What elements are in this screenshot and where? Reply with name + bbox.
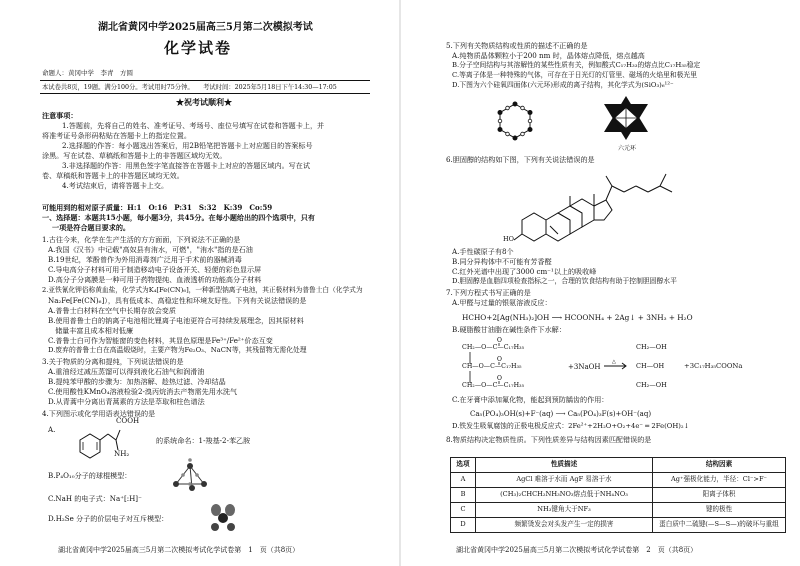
table-cell: 蛋白质中二硫键(—S—S—)的破坏与重组 [653,518,786,533]
notice-line: 卷、草稿纸和答题卡上的非答题区域均无效。 [42,171,184,180]
p4o10-ball-stick-model [170,462,210,494]
option-letter-a: A. [48,425,56,434]
question-3-option-b: B.提纯苯甲酸的步骤为：加热溶解、趁热过滤、冷却结晶 [48,377,226,386]
question-7-stem: 7.下列方程式书写正确的是 [446,288,531,297]
question-2-option-d: D.废弃的普鲁士白在高温煅烧时，主要产物为Fe₂O₃、NaCN等，其残留物无需化处理 [48,346,307,354]
notice-line: 3.非选择题的作答：用黑色签字笔直接答在答题卡上对应的答题区域内。写在试 [62,161,310,170]
notice-heading: 注意事项： [42,111,78,120]
question-7-option-b: B.硬脂酸甘油脂在碱性条件下水解： [452,325,566,334]
header-cell: 选项 [451,458,476,473]
question-2-option-b-cont: 储量丰富且成本相对低廉 [48,326,134,335]
question-7-option-c: C.在牙膏中添加氟化物，能起到预防龋齿的作用： [452,395,609,404]
section-one-heading-cont: 一项是符合题目要求的。 [52,223,131,232]
question-1-option-c: C.导电高分子材料可用于制造移动电子设备开关、轻便的彩色显示屏 [48,265,262,274]
notice-line: 1.答题前，先将自己的姓名、准考证号、考场号、座位号填写在试卷和答题卡上，并 [62,121,325,130]
table-cell: (CH₃)₂CHCH₂NH₃NO₃熔点低于NH₄NO₃ [476,488,653,503]
question-6-stem: 6.胆固醇的结构如下图，下列有关说法错误的是 [446,155,595,164]
question-6-option-c: C.红外光谱中出现了3000 cm⁻¹以上的吸收峰 [452,267,597,276]
glycerol-row: CH₂—OH [636,381,667,389]
question-6-option-d: D.胆固醇是血脂四项检查指标之一，合理的饮食结构有助于控制胆固醇水平 [452,277,677,285]
header-rule [40,80,370,81]
table-cell: 频繁烫发会对头发产生一定的损害 [476,518,653,533]
question-4-option-d: D.H₂Se 分子的价层电子对互斥模型： [48,514,169,523]
table-cell: 阳离子体积 [653,488,786,503]
question-5-stem: 5.下列有关物质结构或性质的描述不正确的是 [446,41,588,50]
table-cell: NH₃键角大于NF₃ [476,503,653,518]
ester-row: CH—O—C—C₁₇H₃₅ [462,363,522,370]
question-1-option-d: D.高分子分离膜是一种可用于药物提纯、血液透析的功能高分子材料 [48,275,262,284]
question-5-option-d: D.下图为六个硅氧四面体(六元环)形成的离子结构，其化学式为(SiO₃)₆¹²⁻ [452,81,674,89]
exam-header-title: 湖北省黄冈中学2025届高三5月第二次模拟考试 [98,22,313,33]
question-1-stem: 1.古往今来，化学在生产生活的方方面面，下列说法不正确的是 [42,235,241,244]
cooh-label: COOH [116,416,140,425]
silicate-ring-tetrahedra [600,94,652,144]
notice-line: 4.考试结束后，请将答题卡上交。 [62,181,169,190]
ester-row: CH₂—O—C—C₁₇H₃₅ [462,382,525,389]
question-6-option-b: B.同分异构体中不可能有芳香醛 [452,257,552,266]
table-cell: D [451,518,476,533]
table-row [451,518,786,533]
section-one-heading: 一、选择题：本题共15小题，每小题3分，共45分。在每小题给出的四个选项中，只有 [42,213,315,222]
question-2-option-c: C.普鲁士白可作为智能窗的变色材料，其显色原理是Fe³⁺/Fe²⁺价态互变 [48,336,273,345]
h2se-vsepr-model [208,503,238,533]
question-4-option-a: 的系统命名：1-羧基-2-苯乙胺 [156,436,251,445]
question-7-equation-a: HCHO+2[Ag(NH₃)₂]OH ⟶ HCOONH₄ + 2Ag↓ + 3NH₃ + H₂O [462,313,693,322]
ester-bonds [466,336,526,392]
property-structure-table [450,457,786,533]
question-3-option-a: A.重油经过减压蒸馏可以得到液化石油气和润滑油 [48,367,205,376]
table-cell: AgCl 难溶于水而 AgF 易溶于水 [476,473,653,488]
question-7-option-d: D.铁发生吸氧腐蚀的正极电极反应式：2Fe²⁺+2H₂O+O₂+4e⁻ ═ 2Fe(OH)₂↓ [452,422,690,430]
naoh-reagent: +3NaOH [568,363,601,371]
question-3-stem: 3.关于物质的分离和提纯，下列说法错误的是 [42,357,184,366]
question-1-option-a: A.我国《汉书》中记载"高奴县有洧水，可燃"，"洧水"指的是石油 [48,245,253,254]
question-2-option-b: B.使用普鲁士白的钠离子电池相比锂离子电池更符合可持续发展理念，因其原材料 [48,316,304,325]
ho-label: HO [503,235,514,243]
ring-label: 六元环 [618,145,637,152]
silicate-ring-ball-model [492,98,538,144]
cholesterol-structure [510,164,700,246]
header-cell: 性质描述 [476,458,653,473]
notice-line: 涂黑。写在试卷、草稿纸和答题卡上的非答题区域均无效。 [42,151,227,160]
table-row [451,473,786,488]
nh2-label: NH₂ [114,449,130,458]
table-row [451,503,786,518]
svg-text:O: O [497,356,502,363]
glycerol-row: CH₂—OH [636,343,667,351]
question-3-option-d: D.从青蒿中分离出青蒿素的方法是萃取和柱色谱法 [48,397,205,406]
question-2-option-a: A.普鲁士白材料在空气中长期存放会变质 [48,306,176,315]
ester-row: CH₂—O—C—C₁₇H₃₅ [462,344,525,351]
page-2-footer: 湖北省黄冈中学2025届高三5月第二次模拟考试化学试卷第 2 页（共8页） [456,546,698,554]
table-cell: B [451,488,476,503]
table-header-row [451,458,786,473]
table-cell: C [451,503,476,518]
reaction-arrow [602,358,630,370]
exam-meta-line: 本试卷共8页，19题。满分100分。考试用时75分钟。 考试时间：2025年5月18日下午14:30—17:05 [42,84,337,91]
svg-text:O: O [497,375,502,382]
question-8-stem: 8.物质结构决定物质性质。下列性质差异与结构因素匹配错误的是 [446,435,652,444]
table-row [451,488,786,503]
author-line: 命题人：黄冈中学 李青 方圆 [42,69,133,77]
question-5-option-b: B.分子空间结构与其溶解性的某些性质有关，例如酸式C₁₇H₃₃的熔点比C₁₇H₃₅稳定 [452,61,701,69]
amino-acid-structure [60,420,120,464]
table-cell: A [451,473,476,488]
glycerol-row: CH—OH [636,362,665,370]
table-cell: 键的极性 [653,503,786,518]
wish-banner: ★祝考试顺利★ [176,97,232,107]
question-7-option-a: A.甲醛与过量的银氨溶液反应： [452,298,552,307]
question-5-option-a: A.纯物质晶体颗粒小于200 nm 时，晶体熔点降低，熔点越高 [452,51,645,60]
soap-product: +3C₁₇H₃₅COONa [684,362,743,370]
notice-line: 2.选择题的作答：每小题选出答案后，用2B铅笔把答题卡上对应题目的答案标号 [62,141,313,150]
question-7-equation-c: Ca₅(PO₄)₃OH(s)+F⁻(aq) ⟶ Ca₅(PO₄)₃F(s)+OH⁻(aq) [470,410,652,418]
atomic-masses: 可能用到的相对原子质量：H:1 O:16 P:31 S:32 K:39 Co:59 [42,203,273,212]
question-1-option-b: B.19世纪，苯酚曾作为外用消毒剂广泛用于手术前的器械消毒 [48,255,242,264]
question-3-option-c: C.使用酸性KMnO₄溶液检验2-溴丙烷消去产物需先用水洗气 [48,387,238,396]
question-5-option-c: C.等离子体是一种特殊的气体，可存在于日光灯的灯管里、磁场的火焰里和极光里 [452,71,698,79]
svg-text:△: △ [612,359,616,365]
header-rule-2 [40,93,370,94]
question-4-option-b: B.P₄O₁₀分子的球棍模型： [48,471,132,480]
table-cell: Ag⁺强极化能力，半径：Cl⁻>F⁻ [653,473,786,488]
svg-text:O: O [497,337,502,344]
notice-line: 将准考证号条形码粘贴在答题卡上的指定位置。 [42,131,191,140]
header-cell: 结构因素 [653,458,786,473]
question-4-option-c: C.NaH 的电子式：Na⁺[:H]⁻ [48,494,142,503]
question-2-stem: 2.亚铁氰化钾俗称黄血盐，化学式为K₄[Fe(CN)₆]，一种新型钠离子电池，其正极材料为普鲁士白（化学式为 [42,286,363,294]
question-6-option-a: A.手性碳原子有8个 [452,247,514,256]
exam-subject-title: 化学试卷 [164,39,233,57]
question-4-stem: 4.下列图示或化学用语表达错误的是 [42,409,156,418]
question-2-stem-cont: Na₂Fe[Fe(CN)₆]），具有低成本、高稳定性和环境友好性。下列有关说法错误的是 [48,296,307,305]
page-1-footer: 湖北省黄冈中学2025届高三5月第二次模拟考试化学试卷第 1 页（共8页） [58,546,300,554]
